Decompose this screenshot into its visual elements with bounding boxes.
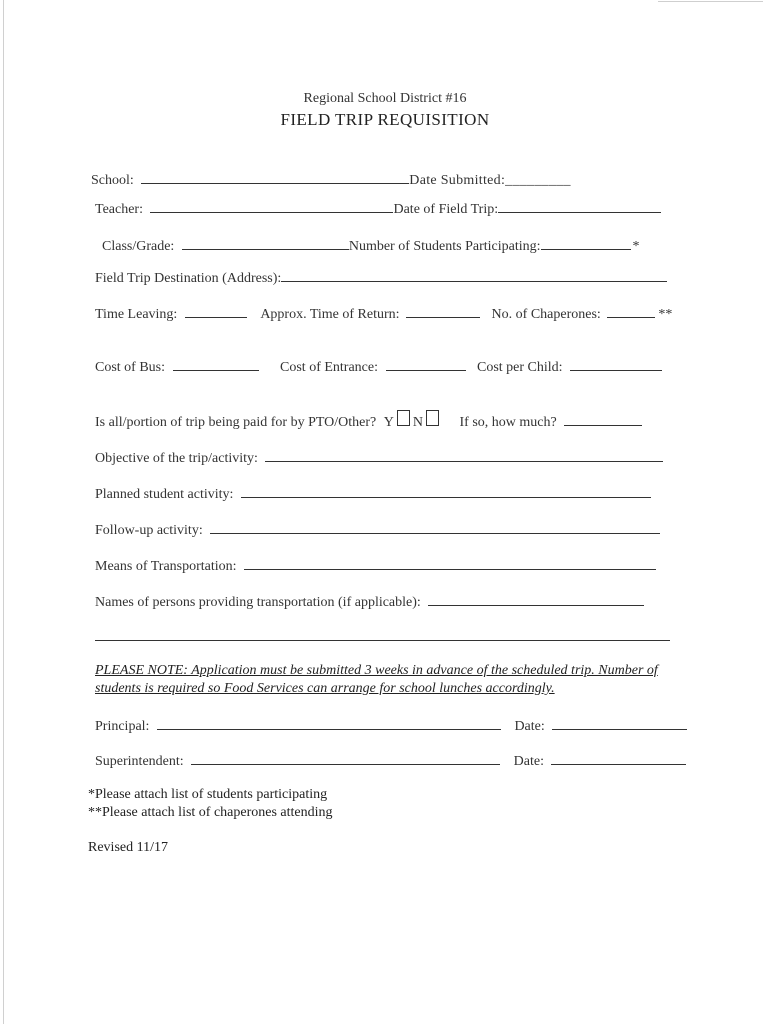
principal-signature-input[interactable] (157, 716, 501, 730)
objective-label: Objective of the trip/activity: (95, 451, 258, 466)
cost-child-label: Cost per Child: (477, 360, 563, 375)
cost-child-input[interactable] (570, 357, 662, 371)
chaperones-input[interactable] (607, 304, 655, 318)
transport-input[interactable] (244, 556, 656, 570)
followup-input[interactable] (210, 520, 660, 534)
cost-row (95, 357, 662, 376)
planned-row (95, 484, 651, 503)
class-row (102, 236, 640, 255)
no-checkbox[interactable] (426, 410, 439, 426)
followup-row (95, 520, 660, 539)
planned-input[interactable] (241, 484, 651, 498)
school-input[interactable] (141, 170, 409, 184)
attach-students-note: *Please attach list of students participating (88, 787, 328, 802)
school-row (91, 170, 571, 189)
date-of-trip-label: Date of Field Trip: (393, 202, 499, 217)
objective-input[interactable] (265, 448, 663, 462)
return-time-input[interactable] (406, 304, 480, 318)
school-label: School: (91, 173, 134, 188)
star-marker: * (632, 239, 640, 254)
no-label: N (412, 415, 423, 430)
persons-input-continued[interactable] (95, 640, 670, 641)
chaperones-label: No. of Chaperones: (491, 307, 601, 322)
class-grade-input[interactable] (182, 236, 349, 250)
objective-row (95, 448, 663, 467)
submission-note: PLEASE NOTE: Application must be submitted 3 weeks in advance of the scheduled trip. Number of students is required so Food Services can arrange for school lunches accordingly. (95, 663, 658, 696)
yes-checkbox[interactable] (397, 410, 410, 426)
superintendent-date-label: Date: (513, 754, 544, 769)
followup-label: Follow-up activity: (95, 523, 203, 538)
superintendent-date-input[interactable] (551, 751, 686, 765)
time-row (95, 304, 672, 323)
revision-date: Revised 11/17 (88, 840, 168, 855)
superintendent-label: Superintendent: (95, 754, 184, 769)
return-time-label: Approx. Time of Return: (260, 307, 400, 322)
teacher-label: Teacher: (95, 202, 143, 217)
destination-label: Field Trip Destination (Address): (95, 271, 282, 286)
persons-row (95, 592, 644, 611)
cost-entrance-label: Cost of Entrance: (280, 360, 378, 375)
how-much-input[interactable] (564, 412, 642, 426)
persons-input[interactable] (428, 592, 644, 606)
page-edge (3, 0, 4, 1024)
principal-label: Principal: (95, 719, 150, 734)
class-grade-label: Class/Grade: (102, 239, 175, 254)
cost-bus-label: Cost of Bus: (95, 360, 166, 375)
planned-label: Planned student activity: (95, 487, 234, 502)
destination-row (95, 268, 667, 287)
num-students-input[interactable] (541, 236, 631, 250)
teacher-row (95, 199, 661, 218)
teacher-input[interactable] (150, 199, 393, 213)
page-edge-top (658, 1, 763, 2)
cost-entrance-input[interactable] (386, 357, 466, 371)
double-star-marker: ** (658, 307, 673, 322)
transport-label: Means of Transportation: (95, 559, 237, 574)
yes-label: Y (383, 415, 394, 430)
superintendent-signature-input[interactable] (191, 751, 500, 765)
district-name: Regional School District #16 (303, 91, 467, 106)
date-of-trip-input[interactable] (498, 199, 661, 213)
destination-input[interactable] (281, 268, 667, 282)
paid-by-label: Is all/portion of trip being paid for by PTO/Other? (95, 415, 377, 430)
date-submitted-label: Date Submitted:_________ (409, 173, 571, 188)
cost-bus-input[interactable] (173, 357, 259, 371)
attach-chaperones-note: **Please attach list of chaperones attending (88, 805, 333, 820)
transport-row (95, 556, 656, 575)
num-students-label: Number of Students Participating: (348, 239, 541, 254)
persons-label: Names of persons providing transportation (if applicable): (95, 595, 421, 610)
principal-date-label: Date: (514, 719, 545, 734)
time-leaving-input[interactable] (185, 304, 247, 318)
paid-by-row (95, 410, 642, 431)
superintendent-row (95, 751, 686, 770)
form-title: FIELD TRIP REQUISITION (280, 110, 490, 129)
principal-date-input[interactable] (552, 716, 687, 730)
principal-row (95, 716, 687, 735)
how-much-label: If so, how much? (459, 415, 557, 430)
time-leaving-label: Time Leaving: (95, 307, 178, 322)
